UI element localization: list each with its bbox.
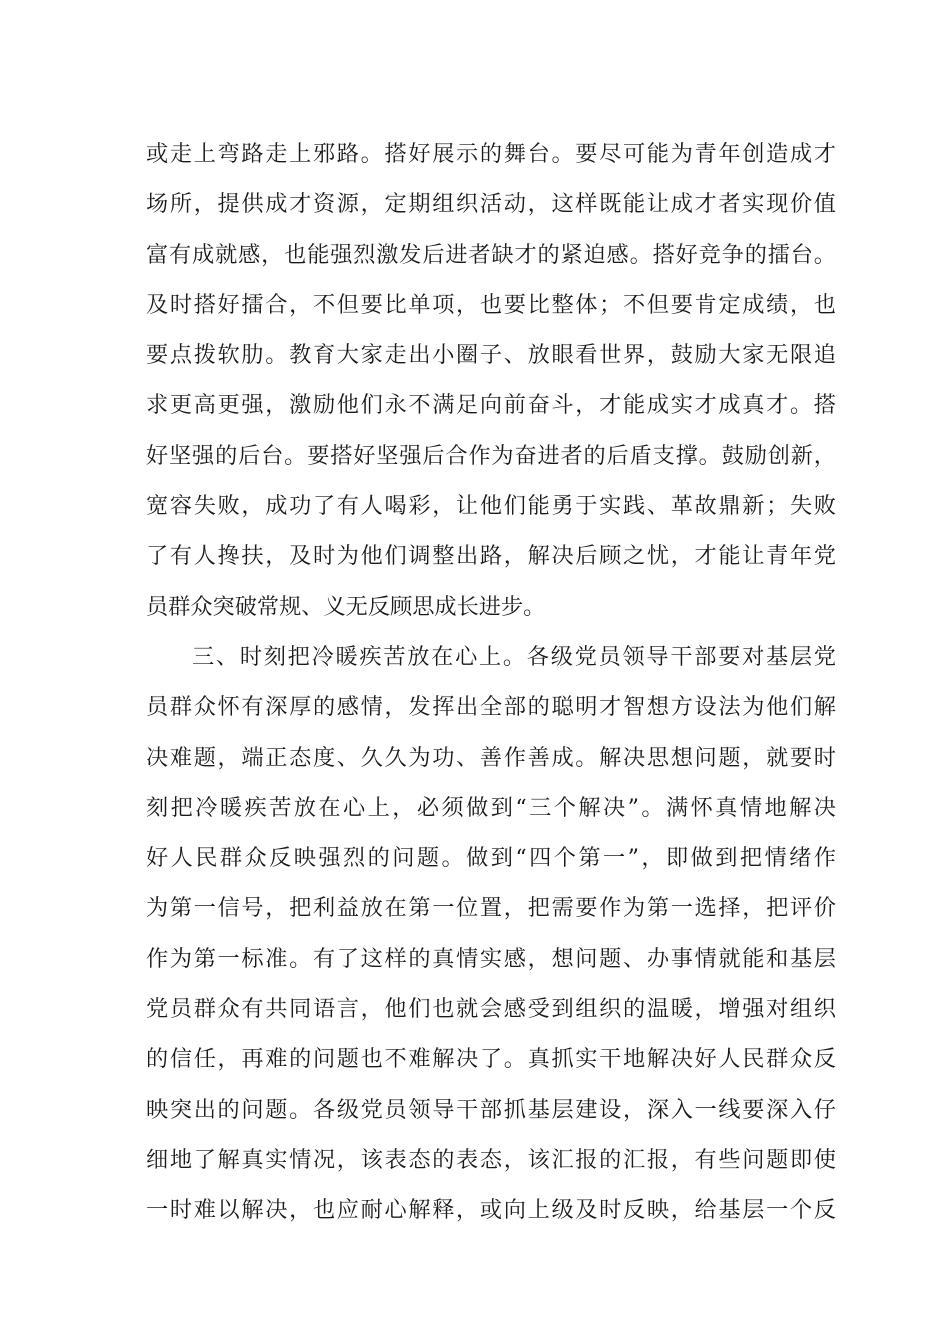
text-line: 员群众怀有深厚的感情，发挥出全部的聪明才智想方设法为他们解 — [146, 694, 836, 721]
text-line: 或走上弯路走上邪路。搭好展示的舞台。要尽可能为青年创造成才 — [146, 141, 836, 167]
text-line: 作为第一标准。有了这样的真情实感，想问题、办事情就能和基层 — [146, 945, 836, 972]
text-line: 的信任，再难的问题也不难解决了。真抓实干地解决好人民群众反 — [146, 1046, 836, 1073]
text-line: 宽容失败，成功了有人喝彩，让他们能勇于实践、革故鼎新；失败 — [146, 493, 836, 520]
body-text — [146, 129, 836, 1236]
text-line: 细地了解真实情况，该表态的表态，该汇报的汇报，有些问题即使 — [146, 1146, 836, 1173]
text-line: 了有人搀扶，及时为他们调整出路，解决后顾之忧，才能让青年党 — [146, 543, 836, 570]
text-line: 好坚强的后台。要搭好坚强后合作为奋进者的后盾支撑。鼓励创新， — [146, 442, 836, 469]
text-line: 党员群众有共同语言，他们也就会感受到组织的温暖，增强对组织 — [146, 996, 836, 1023]
paragraph-end-line: 员群众突破常规、义无反顾思成长进步。 — [146, 593, 546, 620]
text-line: 刻把冷暖疾苦放在心上，必须做到“三个解决”。满怀真情地解决 — [146, 794, 836, 821]
text-line: 求更高更强，激励他们永不满足向前奋斗，才能成实才成真才。搭 — [146, 392, 836, 419]
text-line: 富有成就感，也能强烈激发后进者缺才的紧迫感。搭好竞争的擂台。 — [146, 241, 836, 268]
text-line: 为第一信号，把利益放在第一位置，把需要作为第一选择，把评价 — [146, 895, 836, 922]
text-line: 及时搭好擂合，不但要比单项，也要比整体；不但要肯定成绩，也 — [146, 291, 836, 318]
text-line: 映突出的问题。各级党员领导干部抓基层建设，深入一线要深入仔 — [146, 1096, 836, 1123]
text-line: 好人民群众反映强烈的问题。做到“四个第一”，即做到把情绪作 — [146, 845, 836, 872]
section-heading-line: 三、时刻把冷暖疾苦放在心上。各级党员领导干部要对基层党 — [192, 643, 836, 670]
text-line: 一时难以解决，也应耐心解释，或向上级及时反映，给基层一个反 — [146, 1197, 836, 1224]
text-line: 场所，提供成才资源，定期组织活动，这样既能让成才者实现价值 — [146, 191, 836, 218]
text-line: 决难题，端正态度、久久为功、善作善成。解决思想问题，就要时 — [146, 744, 836, 771]
text-line: 要点拨软肋。教育大家走出小圈子、放眼看世界，鼓励大家无限追 — [146, 342, 836, 369]
